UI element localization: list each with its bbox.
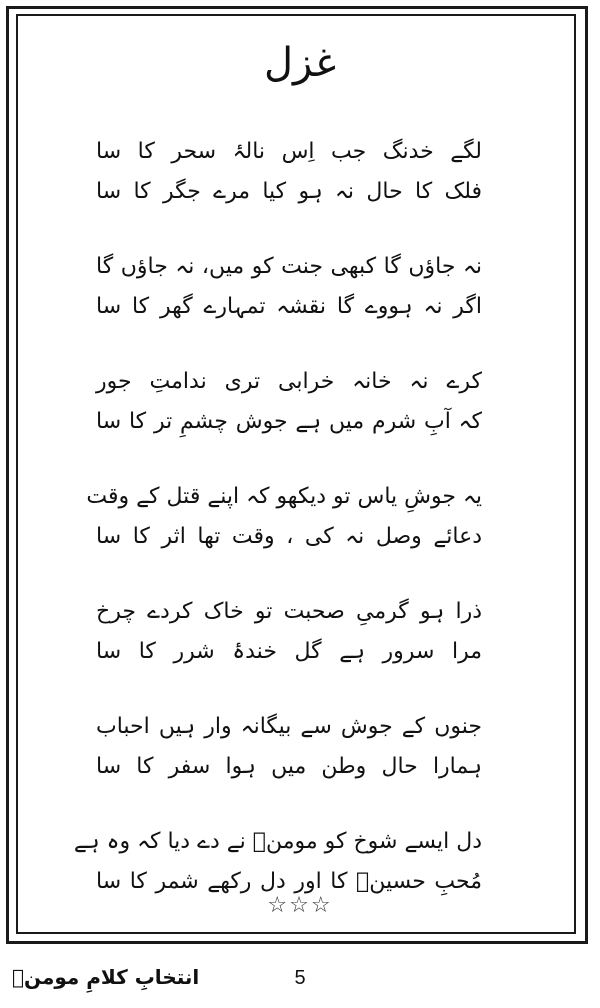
verse-line: مرا سرور ہے گل خندۂ شرر کا سا: [96, 639, 482, 664]
verse-line: یہ جوشِ یاس تو دیکھو کہ اپنے قتل کے وقت: [86, 484, 482, 509]
verse-line: ہمارا حال وطن میں ہوا سفر کا سا: [96, 754, 482, 779]
verse-line: فلک کا حال نہ ہو کیا مرے جگر کا سا: [96, 179, 482, 204]
verse-line: اگر نہ ہووے گا نقشہ تمہارے گھر کا سا: [96, 294, 482, 319]
stanza-4: [86, 477, 482, 557]
page-number: 5: [294, 967, 306, 989]
verse-line: مُحبِ حسینؓ کا اور دل رکھے شمر کا سا: [96, 869, 482, 894]
verse-line: دل ایسے شوخ کو مومنؔ نے دے دیا کہ وہ ہے: [73, 829, 482, 854]
stanza-6: [96, 707, 482, 787]
verse-line: نہ جاؤں گا کبھی جنت کو میں، نہ جاؤں گا: [96, 254, 482, 279]
end-ornament-stars: ☆☆☆: [267, 893, 333, 918]
verse-line: ذرا ہو گرمیِ صحبت تو خاک کردے چرخ: [96, 599, 482, 624]
verse-line: کہ آبِ شرم میں ہے جوش چشمِ تر کا سا: [96, 409, 482, 434]
book-title: انتخابِ کلامِ مومنؔ: [12, 965, 200, 989]
verse-line: جنوں کے جوش سے بیگانہ وار ہیں احباب: [96, 714, 482, 739]
stanza-5: [96, 592, 482, 672]
verse-line: دعائے وصل نہ کی ، وقت تھا اثر کا سا: [96, 524, 482, 549]
ghazal-verses: [73, 132, 482, 937]
verse-line: کرے نہ خانہ خرابی تری ندامتِ جور: [96, 369, 482, 394]
verse-line: لگے خدنگ جب اِس نالۂ سحر کا سا: [96, 139, 482, 164]
stanza-7: [73, 822, 482, 902]
stanza-1: [96, 132, 482, 212]
stanza-3: [96, 362, 482, 442]
page-title: غزل: [263, 40, 337, 86]
stanza-2: [96, 247, 482, 327]
